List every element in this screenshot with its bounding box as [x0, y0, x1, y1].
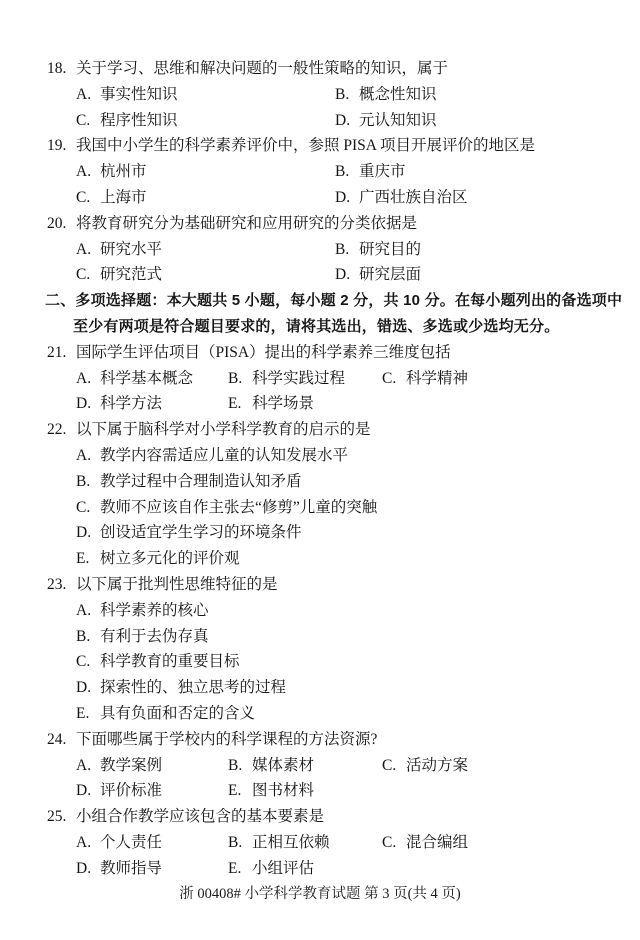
option — [382, 830, 468, 856]
option — [228, 778, 382, 804]
option — [228, 753, 382, 779]
option-text: 事实性知识 — [100, 85, 178, 103]
option — [335, 108, 437, 134]
option-text: 元认知知识 — [359, 111, 437, 129]
option — [76, 443, 348, 469]
option-text: 教学过程中合理制造认知矛盾 — [100, 472, 302, 490]
option-label: C. — [76, 188, 91, 206]
question-number: 24. — [47, 730, 67, 748]
option-label: C. — [76, 498, 91, 516]
option — [335, 262, 421, 288]
option — [76, 366, 228, 392]
option-label: D. — [335, 188, 351, 206]
option-text: 教师指导 — [100, 859, 163, 877]
question-number: 18. — [47, 60, 67, 77]
question-25-options-row-2 — [0, 856, 640, 882]
option — [76, 649, 240, 675]
option-label: D. — [76, 395, 92, 413]
question-24-options-row-2 — [0, 778, 640, 804]
option — [76, 469, 302, 495]
option-text: 教学案例 — [100, 756, 163, 774]
question-stem-text: 以下属于批判性思维特征的是 — [76, 575, 278, 593]
question-21-options-row-1 — [0, 366, 640, 392]
option — [228, 856, 382, 882]
option-text: 程序性知识 — [100, 111, 178, 129]
option — [335, 159, 406, 185]
option-text: 科学精神 — [406, 369, 469, 387]
question-number: 22. — [47, 421, 67, 439]
option-label: A. — [76, 833, 92, 851]
option-text: 个人责任 — [100, 833, 163, 851]
option-text: 树立多元化的评价观 — [100, 550, 240, 568]
option-text: 正相互依赖 — [252, 833, 330, 851]
question-18-options-row-2 — [0, 108, 640, 134]
question-23-option-d — [0, 675, 640, 701]
option-text: 研究目的 — [359, 240, 422, 258]
question-stem-text: 国际学生评估项目（PISA）提出的科学素养三维度包括 — [76, 343, 451, 361]
question-number: 21. — [47, 343, 67, 361]
option-text: 科学基本概念 — [100, 369, 194, 387]
option-label: E. — [228, 859, 242, 877]
question-stem-text: 以下属于脑科学对小学科学教育的启示的是 — [76, 421, 371, 439]
option-text: 科学教育的重要目标 — [100, 653, 240, 671]
option — [382, 366, 468, 392]
question-22-option-b — [0, 469, 640, 495]
question-number: 23. — [47, 575, 67, 593]
option-text: 研究范式 — [100, 266, 163, 284]
option-text: 媒体素材 — [252, 756, 315, 774]
question-stem-text: 下面哪些属于学校内的科学课程的方法资源? — [76, 730, 378, 748]
option-label: B. — [335, 163, 350, 181]
option — [76, 624, 209, 650]
option — [76, 108, 335, 134]
question-22-option-c — [0, 495, 640, 521]
option — [76, 856, 228, 882]
question-stem-text: 关于学习、思维和解决问题的一般性策略的知识，属于 — [76, 60, 449, 77]
option-label: D. — [76, 859, 92, 877]
option-text: 混合编组 — [406, 833, 469, 851]
option-label: D. — [335, 111, 351, 129]
question-21-options-row-2 — [0, 391, 640, 417]
option — [228, 830, 382, 856]
option — [76, 262, 335, 288]
option-label: C. — [382, 756, 397, 774]
option-text: 有利于去伪存真 — [100, 627, 209, 645]
option-label: C. — [76, 111, 91, 129]
page-footer: 浙 00408# 小学科学教育试题 第 3 页(共 4 页) — [179, 886, 461, 902]
question-22-option-e — [0, 546, 640, 572]
option-text: 评价标准 — [100, 782, 163, 800]
question-25-stem — [0, 804, 640, 830]
option — [76, 237, 335, 263]
question-23-stem — [0, 572, 640, 598]
option-label: A. — [76, 446, 92, 464]
question-23-option-c — [0, 649, 640, 675]
option-label: B. — [228, 369, 243, 387]
option — [76, 778, 228, 804]
option-label: B. — [76, 627, 91, 645]
question-19-options-row-1 — [0, 159, 640, 185]
section-2-heading-line-1: 二、多项选择题：本大题共 5 小题，每小题 2 分，共 10 分。在每小题列出的备选项中 — [45, 292, 623, 310]
question-stem-text: 我国中小学生的科学素养评价中，参照 PISA 项目开展评价的地区是 — [76, 137, 535, 155]
option-label: A. — [76, 240, 92, 258]
option-label: C. — [382, 833, 397, 851]
option-label: C. — [76, 266, 91, 284]
option — [335, 82, 437, 108]
question-20-options-row-2 — [0, 262, 640, 288]
question-number: 25. — [47, 808, 67, 826]
option — [335, 185, 468, 211]
question-23-option-e — [0, 701, 640, 727]
option-label: E. — [76, 550, 90, 568]
option — [76, 159, 335, 185]
option — [76, 495, 377, 521]
option-label: E. — [76, 704, 90, 722]
option-text: 科学实践过程 — [252, 369, 346, 387]
option-text: 创设适宜学生学习的环境条件 — [100, 524, 302, 542]
question-22-option-a — [0, 443, 640, 469]
question-19-options-row-2 — [0, 185, 640, 211]
option — [76, 391, 228, 417]
option — [76, 675, 286, 701]
option-label: B. — [228, 833, 243, 851]
option-text: 科学方法 — [100, 395, 163, 413]
question-23-option-a — [0, 598, 640, 624]
question-25-options-row-1 — [0, 830, 640, 856]
question-18-stem — [0, 56, 640, 82]
option-text: 图书材料 — [252, 782, 315, 800]
option — [76, 701, 255, 727]
option-label: D. — [76, 524, 92, 542]
option — [76, 753, 228, 779]
option-text: 小组评估 — [252, 859, 315, 877]
option-label: E. — [228, 782, 242, 800]
option — [228, 391, 382, 417]
question-24-options-row-1 — [0, 753, 640, 779]
option — [76, 830, 228, 856]
question-24-stem — [0, 727, 640, 753]
option-label: E. — [228, 395, 242, 413]
option — [76, 598, 209, 624]
option-label: A. — [76, 756, 92, 774]
question-stem-text: 将教育研究分为基础研究和应用研究的分类依据是 — [76, 214, 418, 232]
option-text: 研究水平 — [100, 240, 163, 258]
option-text: 广西壮族自治区 — [359, 188, 468, 206]
option-label: D. — [76, 679, 92, 697]
option-text: 教学内容需适应儿童的认知发展水平 — [100, 446, 349, 464]
option-text: 科学素养的核心 — [100, 601, 209, 619]
option-text: 教师不应该自作主张去“修剪”儿童的突触 — [100, 498, 378, 516]
question-23-option-b — [0, 624, 640, 650]
option-text: 研究层面 — [359, 266, 422, 284]
option — [382, 753, 468, 779]
option-text: 活动方案 — [406, 756, 469, 774]
option — [76, 185, 335, 211]
option-label: A. — [76, 85, 92, 103]
question-number: 19. — [47, 137, 67, 155]
option-text: 探索性的、独立思考的过程 — [100, 679, 287, 697]
section-2-heading-line-2: 至少有两项是符合题目要求的，请将其选出，错选、多选或少选均无分。 — [73, 317, 560, 335]
option-label: B. — [76, 472, 91, 490]
option-label: B. — [335, 240, 350, 258]
question-22-option-d — [0, 520, 640, 546]
option-label: D. — [76, 782, 92, 800]
option — [76, 546, 240, 572]
option — [76, 520, 302, 546]
option-text: 上海市 — [100, 188, 147, 206]
question-22-stem — [0, 417, 640, 443]
option — [76, 82, 335, 108]
option-text: 概念性知识 — [359, 85, 437, 103]
question-number: 20. — [47, 214, 67, 232]
option-label: B. — [228, 756, 243, 774]
option-label: C. — [76, 653, 91, 671]
option-label: A. — [76, 601, 92, 619]
question-21-stem — [0, 340, 640, 366]
option-text: 重庆市 — [359, 163, 406, 181]
option — [228, 366, 382, 392]
option-text: 具有负面和否定的含义 — [100, 704, 256, 722]
question-19-stem — [0, 133, 640, 159]
question-20-stem — [0, 211, 640, 237]
question-20-options-row-1 — [0, 237, 640, 263]
option-text: 科学场景 — [252, 395, 315, 413]
option-label: D. — [335, 266, 351, 284]
option-text: 杭州市 — [100, 163, 147, 181]
option-label: A. — [76, 369, 92, 387]
option-label: A. — [76, 163, 92, 181]
option — [335, 237, 421, 263]
question-18-options-row-1 — [0, 82, 640, 108]
option-label: C. — [382, 369, 397, 387]
question-stem-text: 小组合作教学应该包含的基本要素是 — [76, 808, 325, 826]
option-label: B. — [335, 85, 350, 103]
